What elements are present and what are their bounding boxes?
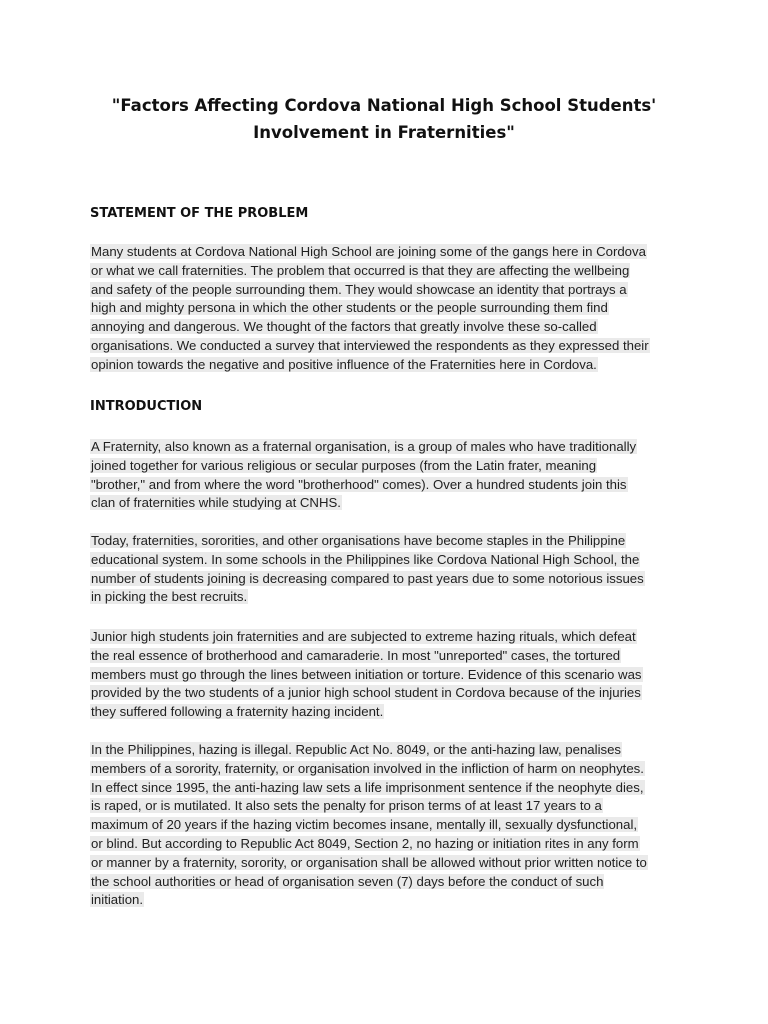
heading-statement-of-the-problem: STATEMENT OF THE PROBLEM [90, 206, 309, 221]
paragraph-intro-2 [90, 532, 690, 607]
paragraph-line: members of a sorority, fraternity, or organisation involved in the infliction of harm on neophytes. [91, 760, 644, 776]
paragraph-intro-1 [90, 438, 690, 513]
paragraph-line: joined together for various religious or secular purposes (from the Latin frater, meaning [91, 457, 597, 473]
paragraph-line: high and mighty persona in which the other students or the people surrounding them find [91, 300, 608, 316]
paragraph-line: In effect since 1995, the anti-hazing law sets a life imprisonment sentence if the neophyte dies, [91, 779, 644, 795]
paragraph-line: the real essence of brotherhood and camaraderie. In most "unreported" cases, the tortured [91, 647, 621, 663]
paragraph-line: or blind. But according to Republic Act 8049, Section 2, no hazing or initiation rites in any form [91, 835, 639, 851]
paragraph-line: educational system. In some schools in the Philippines like Cordova National High School, the [91, 551, 640, 567]
paragraph-line: the school authorities or head of organisation seven (7) days before the conduct of such [91, 873, 604, 889]
paragraph-line: and safety of the people surrounding them. They would showcase an identity that portrays a [91, 281, 627, 297]
paragraph-line: Today, fraternities, sororities, and other organisations have become staples in the Philippine [91, 533, 626, 548]
paragraph-line: is raped, or is mutilated. It also sets the penalty for prison terms of at least 17 years to a [91, 798, 602, 814]
paragraph-intro-4 [90, 741, 690, 910]
heading-introduction: INTRODUCTION [90, 399, 203, 414]
paragraph-statement [90, 243, 690, 375]
paragraph-line: clan of fraternities while studying at CNHS. [91, 495, 341, 511]
paragraph-line: number of students joining is decreasing compared to past years due to some notorious issues [91, 570, 644, 586]
paragraph-intro-3 [90, 628, 690, 722]
title-line-2: Involvement in Fraternities" [253, 123, 515, 142]
paragraph-line: provided by the two students of a junior high school student in Cordova because of the injuries [91, 685, 641, 701]
paragraph-line: or what we call fraternities. The problem that occurred is that they are affecting the wellbeing [91, 262, 630, 278]
paragraph-line: in picking the best recruits. [91, 589, 248, 605]
paragraph-line: Junior high students join fraternities and are subjected to extreme hazing rituals, which defeat [91, 629, 636, 644]
paragraph-line: organisations. We conducted a survey that interviewed the respondents as they expressed their [91, 337, 649, 353]
paragraph-line: In the Philippines, hazing is illegal. Republic Act No. 8049, or the anti-hazing law, penalises [91, 742, 622, 757]
paragraph-line: A Fraternity, also known as a fraternal organisation, is a group of males who have traditionally [91, 439, 637, 454]
paragraph-line: Many students at Cordova National High School are joining some of the gangs here in Cordova [91, 244, 646, 259]
paragraph-line: "brother," and from where the word "brotherhood" comes). Over a hundred students join this [91, 476, 627, 492]
paragraph-line: or manner by a fraternity, sorority, or organisation shall be allowed without prior written notice to [91, 854, 647, 870]
paragraph-line: initiation. [91, 892, 144, 908]
paragraph-line: maximum of 20 years if the hazing victim becomes insane, mentally ill, sexually dysfunctional, [91, 817, 638, 833]
paragraph-line: they suffered following a fraternity hazing incident. [91, 704, 384, 720]
document-title [60, 92, 708, 146]
paragraph-line: members must go through the lines between initiation or torture. Evidence of this scenario was [91, 666, 642, 682]
title-line-1: "Factors Affecting Cordova National High School Students' [111, 96, 657, 115]
paragraph-line: opinion towards the negative and positive influence of the Fraternities here in Cordova. [91, 356, 597, 372]
paragraph-line: annoying and dangerous. We thought of the factors that greatly involve these so-called [91, 319, 597, 335]
